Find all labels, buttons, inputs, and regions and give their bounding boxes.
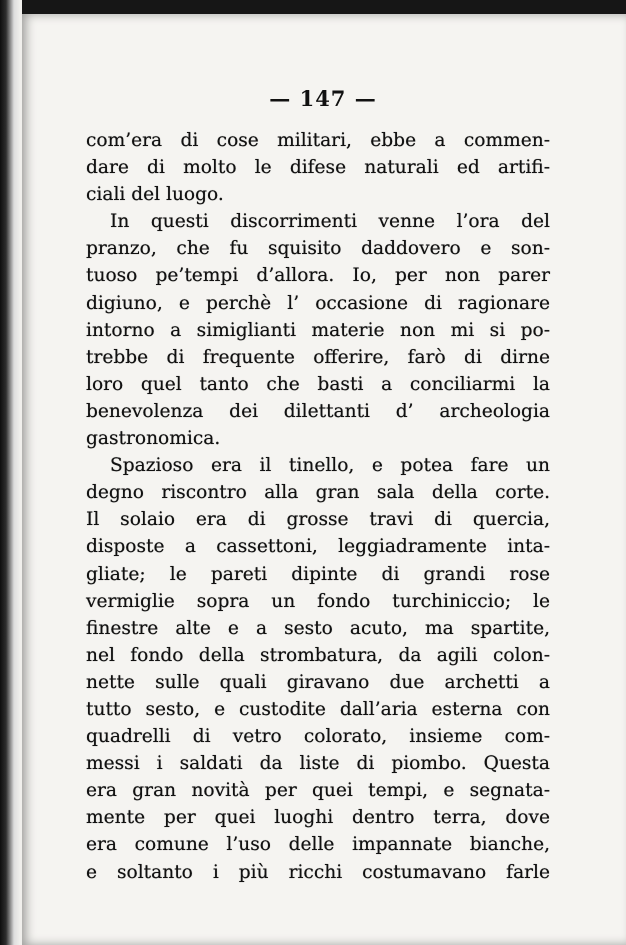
text-line: benevolenza dei dilettanti d’ archeologia [86, 400, 550, 422]
text-line: dare di molto le difese naturali ed artifi- [86, 157, 550, 179]
page-number: — 147 — [269, 86, 377, 111]
text-line: Il solaio era di grosse travi di quercia, [86, 509, 550, 531]
text-line: quadrelli di vetro colorato, insieme com- [86, 726, 550, 748]
text-line: pranzo, che fu squisito daddovero e son- [86, 238, 550, 260]
text-line: gliate; le pareti dipinte di grandi rose [86, 563, 550, 585]
book-page [20, 14, 626, 945]
text-line: gastronomica. [86, 428, 221, 450]
text-line: disposte a cassettoni, leggiadramente inta- [86, 536, 550, 558]
text-line: tuoso pe’tempi d’allora. Io, per non parer [86, 265, 550, 287]
text-line: e soltanto i più ricchi costumavano farle [86, 861, 550, 883]
text-line: digiuno, e perchè l’ occasione di ragionare [86, 292, 550, 314]
text-line: intorno a simiglianti materie non mi si po- [86, 319, 550, 341]
text-line: loro quel tanto che basti a conciliarmi la [86, 373, 550, 395]
text-line: Spazioso era il tinello, e potea fare un [110, 455, 550, 477]
text-line: era comune l’uso delle impannate bianche, [86, 834, 550, 856]
text-line: nette sulle quali giravano due archetti a [86, 671, 550, 693]
text-line: degno riscontro alla gran sala della corte. [86, 482, 550, 504]
text-line: nel fondo della strombatura, da agili colon- [86, 644, 550, 666]
text-line: com’era di cose militari, ebbe a commen- [86, 130, 550, 151]
text-line: messi i saldati da liste di piombo. Questa [86, 753, 550, 775]
text-line: era gran novità per quei tempi, e segnata- [86, 780, 550, 802]
text-line: trebbe di frequente offerire, farò di dirne [86, 346, 550, 368]
book-gutter-shadow [0, 0, 22, 945]
text-line: In questi discorrimenti venne l’ora del [110, 211, 550, 233]
text-line: vermiglie sopra un fondo turchiniccio; le [86, 590, 550, 612]
text-line: mente per quei luoghi dentro terra, dove [86, 807, 550, 829]
page-body-text [86, 127, 550, 886]
text-line: tutto sesto, e custodite dall’aria esterna con [86, 698, 550, 720]
text-line: ciali del luogo. [86, 184, 224, 206]
text-line: finestre alte e a sesto acuto, ma spartite, [86, 617, 550, 639]
